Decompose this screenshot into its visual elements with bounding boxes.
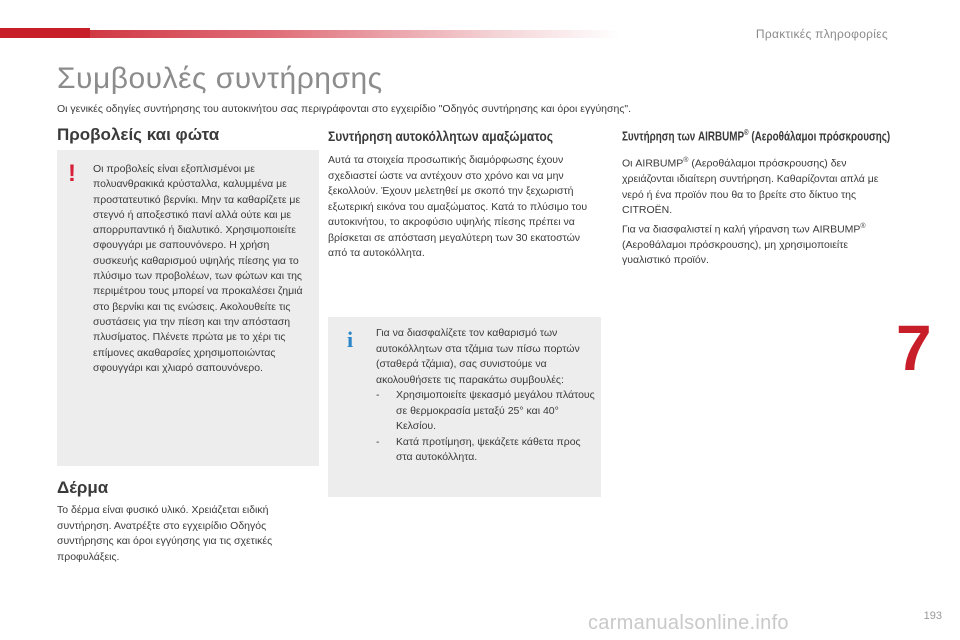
airbump-heading: Συντήρηση των AIRBUMP® (Αεροθάλαμοι πρόσκρουσης) bbox=[622, 128, 891, 144]
intro-text: Οι γενικές οδηγίες συντήρησης του αυτοκινήτου σας περιγράφονται στο εγχειρίδιο "Οδηγός συντήρησης και όροι εγγύησης". bbox=[57, 103, 632, 115]
airbump-paragraph-2: Για να διασφαλιστεί η καλή γήρανση των AIRBUMP® (Αεροθάλαμοι πρόσκρουσης), μη χρησιμοποιείτε γυαλιστικό προϊόν. bbox=[622, 222, 866, 266]
info-bullet bbox=[376, 435, 596, 466]
section-header: Πρακτικές πληροφορίες bbox=[755, 27, 888, 41]
watermark: carmanualsonline.info bbox=[588, 612, 789, 634]
info-bullet bbox=[376, 388, 596, 435]
info-paragraph: Για να διασφαλίζετε τον καθαρισμό των αυτοκόλλητων στα τζάμια των πίσω πορτών (σταθερά τζάμια), σας συνιστούμε να ακολουθήσετε τις παρακάτω συμβουλές: bbox=[376, 327, 580, 386]
header-stripe-accent bbox=[0, 28, 90, 38]
leather-heading: Δέρμα bbox=[57, 478, 109, 497]
header-stripe bbox=[0, 30, 620, 38]
info-bullet-text: Κατά προτίμηση, ψεκάζετε κάθετα προς στα αυτοκόλλητα. bbox=[396, 435, 581, 463]
airbump-text bbox=[622, 153, 890, 269]
headlights-heading: Προβολείς και φώτα bbox=[57, 125, 220, 144]
bullet-marker: - bbox=[376, 435, 380, 448]
info-icon: i bbox=[347, 327, 354, 352]
leather-text: Το δέρμα είναι φυσικό υλικό. Χρειάζεται ειδική συντήρηση. Ανατρέξτε στο εγχειρίδιο Οδηγός συντήρησης και όροι εγγύησης για τις σχετικές προφυλάξεις. bbox=[57, 504, 273, 563]
bullet-marker: - bbox=[376, 389, 380, 401]
stickers-text: Αυτά τα στοιχεία προσωπικής διαμόρφωσης έχουν σχεδιαστεί ώστε να αντέχουν στο χρόνο και να μην ξεκολλούν. Έχουν μελετηθεί με σκοπό την ξεχωριστή εξωτερική εικόνα του αμαξώματος. Κατά το πλύσιμο του αυτοκινήτου, το ακροφύσιο υψηλής πίεσης πρέπει να βρίσκεται σε απόσταση μεγαλύτερη των 30 εκατοστών από τα αυτοκόλλητα. bbox=[328, 154, 588, 259]
info-bullet-text: Χρησιμοποιείτε ψεκασμό μεγάλου πλάτους σε θερμοκρασία μεταξύ 25° και 40° Κελσίου. bbox=[396, 389, 595, 432]
page-title: Συμβουλές συντήρησης bbox=[57, 62, 383, 95]
airbump-paragraph-1: Οι AIRBUMP® (Αεροθάλαμοι πρόσκρουσης) δεν χρειάζονται ιδιαίτερη συντήρηση. Καθαρίζονται απλά με νερό ή ένα προϊόν που θα το βρείτε στο δίκτυο της CITROËN. bbox=[622, 157, 879, 216]
warning-icon: ! bbox=[68, 160, 76, 187]
warning-text: Οι προβολείς είναι εξοπλισμένοι με πολυανθρακικά κρύσταλλα, καλυμμένα με προστατευτικό βερνίκι. Μην τα καθαρίζετε με στεγνό ή αποξεστικό πανί αλλά ούτε και με απορρυπαντικό ή διαλυτικό. Χρησιμοποιείτε σφουγγάρι με σαπουνόνερο. Η χρήση συσκευής καθαρισμού υψηλής πίεσης για το πλύσιμο των προβολέων, των φώτων και της περιμέτρου τους μπορεί να προκαλέσει ζημιά στο βερνίκι και τις ενώσεις. Ακολουθείτε τις συστάσεις για την πίεση και την απόσταση πλυσίματος. Πλένετε πρώτα με το χέρι τις επίμονες ακαθαρσίες χρησιμοποιώντας σφουγγάρι και χλιαρό σαπουνόνερο. bbox=[93, 163, 303, 374]
chapter-number: 7 bbox=[896, 312, 932, 384]
stickers-heading: Συντήρηση αυτοκόλλητων αμαξώματος bbox=[328, 128, 553, 144]
info-box bbox=[328, 317, 601, 497]
warning-box bbox=[57, 150, 319, 466]
page-number: 193 bbox=[923, 610, 942, 622]
info-text bbox=[376, 326, 596, 466]
